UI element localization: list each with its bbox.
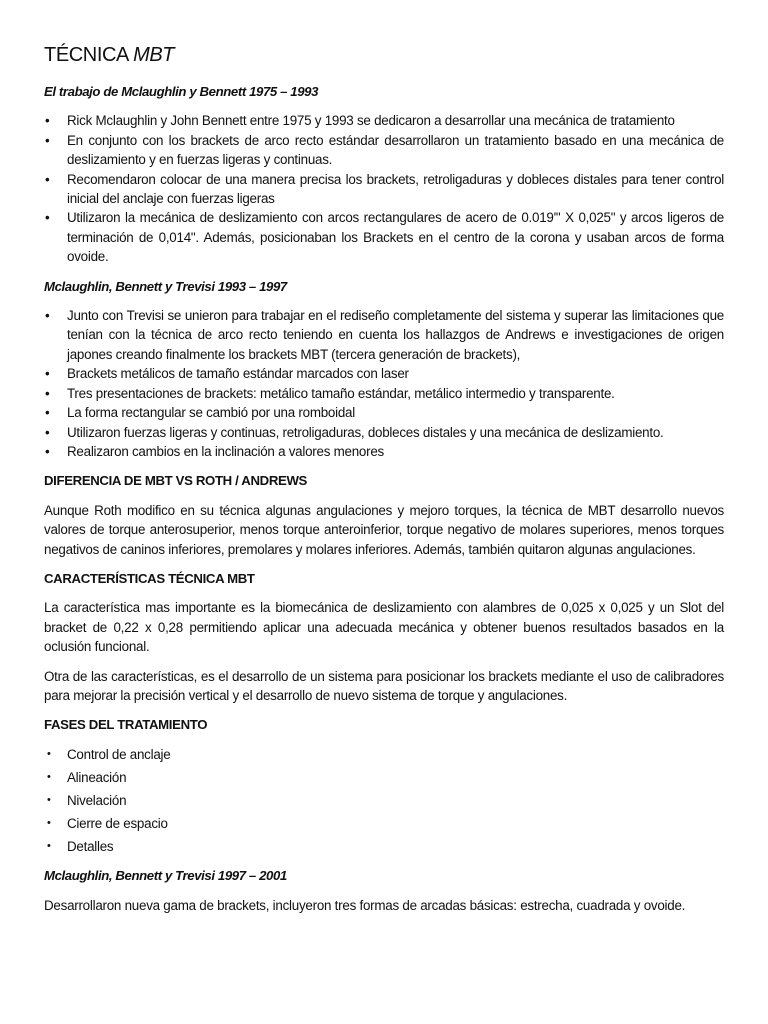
list-item: • Alineación (44, 768, 724, 787)
list-item: • Control de anclaje (44, 745, 724, 764)
list-item: • Tres presentaciones de brackets: metálico tamaño estándar, metálico intermedio y transparente. (44, 384, 724, 403)
paragraph-1997-2001: Desarrollaron nueva gama de brackets, incluyeron tres formas de arcadas básicas: estrecha, cuadrada y ovoide. (44, 897, 686, 913)
bullet-list-section-2 (44, 306, 724, 461)
list-item: • Rick Mclaughlin y John Bennett entre 1975 y 1993 se dedicaron a desarrollar una mecánica de tratamiento (44, 111, 724, 130)
list-item: • Cierre de espacio (44, 814, 724, 833)
document-page (44, 42, 724, 925)
bullet-list-section-1 (44, 111, 724, 266)
list-item: • Utilizaron fuerzas ligeras y continuas, retroligaduras, dobleces distales y una mecánica de deslizamiento. (44, 423, 724, 442)
list-item: • Recomendaron colocar de una manera precisa los brackets, retroligaduras y dobleces distales para tener control inicial del anclaje con fuerzas ligeras (44, 170, 724, 209)
document-title (44, 42, 724, 68)
section-heading-fases: FASES DEL TRATAMIENTO (44, 717, 208, 733)
section-heading-caracteristicas: CARACTERÍSTICAS TÉCNICA MBT (44, 570, 255, 586)
title-italic: MBT (133, 44, 175, 66)
title-main: TÉCNICA (44, 44, 128, 66)
section-heading-trevisi-1993: Mclaughlin, Bennett y Trevisi 1993 – 1997 (44, 278, 287, 294)
section-heading-mclaughlin-bennett-1975: El trabajo de Mclaughlin y Bennett 1975 – 1993 (44, 84, 319, 99)
list-item: • Detalles (44, 837, 724, 856)
section-heading-diferencia: DIFERENCIA DE MBT VS ROTH / ANDREWS (44, 473, 307, 489)
list-item: • En conjunto con los brackets de arco recto estándar desarrollaron un tratamiento basado en una mecánica de deslizamiento y en fuerzas ligeras y continuas. (44, 131, 724, 170)
list-item: • Realizaron cambios en la inclinación a valores menores (44, 442, 724, 461)
paragraph-caracteristicas-2: Otra de las características, es el desarrollo de un sistema para posicionar los brackets mediante el uso de calibradores para mejorar la precisión vertical y el desarrollo de nuevo sistema de torque y angulaciones. (44, 668, 724, 703)
list-item: • Brackets metálicos de tamaño estándar marcados con laser (44, 364, 724, 383)
paragraph-caracteristicas-1: La característica mas importante es la biomecánica de deslizamiento con alambres de 0,025 x 0,025 y un Slot del bracket de 0,22 x 0,28 permitiendo aplicar una adecuada mecánica y obtener buenos resultados basados en la oclusión funcional. (44, 600, 724, 655)
list-item: • Utilizaron la mecánica de deslizamiento con arcos rectangulares de acero de 0.019'" X 0,025" y arcos ligeros de terminación de 0,014". Además, posicionaban los Brackets en el centro de la corona y usaban arcos de forma ovoide. (44, 208, 724, 266)
phases-list (44, 745, 724, 856)
section-heading-trevisi-1997: Mclaughlin, Bennett y Trevisi 1997 – 2001 (44, 868, 287, 884)
list-item: • Junto con Trevisi se unieron para trabajar en el rediseño completamente del sistema y superar las limitaciones que tenían con la técnica de arco recto teniendo en cuenta los hallazgos de Andrews e investigaciones de origen japones creando finalmente los brackets MBT (tercera generación de brackets), (44, 306, 724, 364)
list-item: • La forma rectangular se cambió por una romboidal (44, 403, 724, 422)
list-item: • Nivelación (44, 791, 724, 810)
paragraph-diferencia: Aunque Roth modifico en su técnica algunas angulaciones y mejoro torques, la técnica de MBT desarrollo nuevos valores de torque anterosuperior, menos torque anteroinferior, torque negativo de molares superiores, menos torques negativos de caninos inferiores, premolares y molares inferiores. Además, también quitaron algunas angulaciones. (44, 502, 724, 557)
